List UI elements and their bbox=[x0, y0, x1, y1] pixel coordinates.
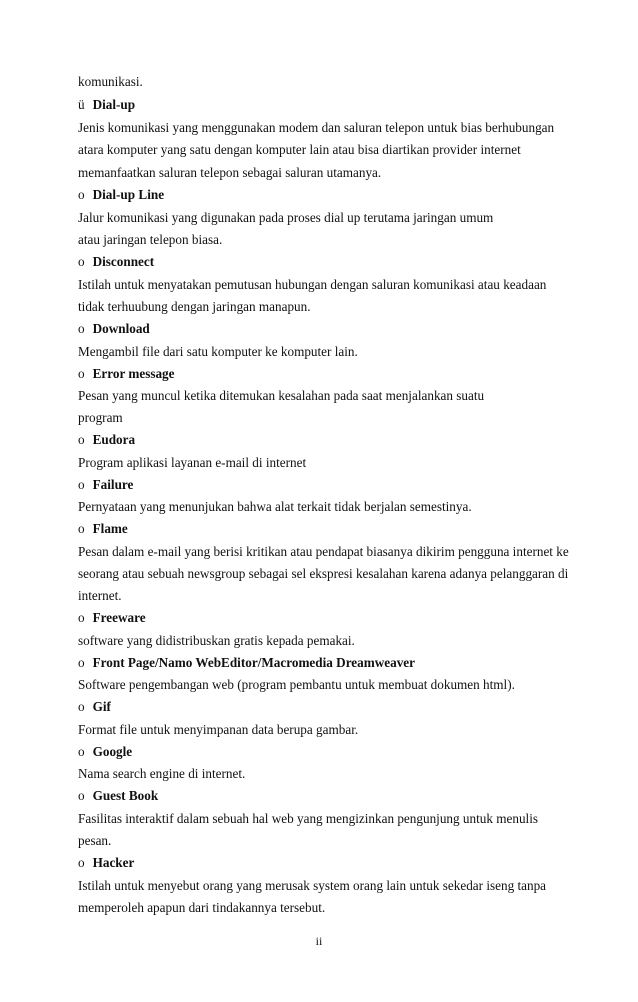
bullet-marker: o bbox=[78, 366, 85, 381]
body-text-line: tidak terhuubung dengan jaringan manapun. bbox=[78, 299, 311, 314]
glossary-term-line bbox=[78, 698, 558, 716]
body-text-line: Format file untuk menyimpanan data berupa gambar. bbox=[78, 722, 359, 737]
glossary-term: Eudora bbox=[92, 432, 136, 447]
glossary-term: Failure bbox=[92, 477, 134, 492]
body-text-line: Pernyataan yang menunjukan bahwa alat terkait tidak berjalan semestinya. bbox=[78, 499, 472, 514]
glossary-term-line bbox=[78, 365, 558, 383]
glossary-term: Dial-up Line bbox=[92, 187, 165, 202]
body-text-line: Pesan dalam e-mail yang berisi kritikan atau pendapat biasanya dikirim pengguna internet ke bbox=[78, 544, 569, 559]
bullet-marker: o bbox=[78, 610, 85, 625]
glossary-term: Gif bbox=[92, 699, 111, 714]
body-text-line: seorang atau sebuah newsgroup sebagai sel ekspresi kesalahan karena adanya pelanggaran di bbox=[78, 566, 569, 581]
body-text-line: Program aplikasi layanan e-mail di internet bbox=[78, 455, 307, 470]
glossary-term-line bbox=[78, 743, 558, 761]
bullet-marker: o bbox=[78, 321, 85, 336]
body-text-line: Istilah untuk menyebut orang yang merusak system orang lain untuk sekedar iseng tanpa bbox=[78, 878, 547, 893]
glossary-term-line bbox=[78, 431, 558, 449]
glossary-term: Error message bbox=[92, 366, 175, 381]
glossary-term: Dial-up bbox=[92, 97, 136, 112]
body-text-line: komunikasi. bbox=[78, 74, 143, 89]
body-text-line: atara komputer yang satu dengan komputer lain atau bisa diartikan provider internet bbox=[78, 142, 521, 157]
bullet-marker: o bbox=[78, 477, 85, 492]
body-text-line: memperoleh apapun dari tindakannya tersebut. bbox=[78, 900, 326, 915]
body-text-line: program bbox=[78, 410, 123, 425]
glossary-term: Guest Book bbox=[92, 788, 159, 803]
body-text-line: Nama search engine di internet. bbox=[78, 766, 246, 781]
page-number: ii bbox=[315, 934, 323, 948]
bullet-marker: o bbox=[78, 788, 85, 803]
glossary-term-line bbox=[78, 609, 558, 627]
glossary-term-line bbox=[78, 787, 558, 805]
body-text-line: internet. bbox=[78, 588, 122, 603]
glossary-term-line bbox=[78, 320, 558, 338]
body-text-line: software yang didistribuskan gratis kepada pemakai. bbox=[78, 633, 355, 648]
body-text-line: Software pengembangan web (program pembantu untuk membuat dokumen html). bbox=[78, 677, 515, 692]
glossary-term: Flame bbox=[92, 521, 128, 536]
body-text-line: atau jaringan telepon biasa. bbox=[78, 232, 223, 247]
glossary-term: Download bbox=[92, 321, 150, 336]
glossary-term: Hacker bbox=[92, 855, 135, 870]
body-text-line: Fasilitas interaktif dalam sebuah hal web yang mengizinkan pengunjung untuk menulis bbox=[78, 811, 538, 826]
body-text-line: Istilah untuk menyatakan pemutusan hubungan dengan saluran komunikasi atau keadaan bbox=[78, 277, 547, 292]
glossary-term-line bbox=[78, 476, 558, 494]
bullet-marker: o bbox=[78, 655, 85, 670]
glossary-term-line bbox=[78, 186, 558, 204]
bullet-marker: o bbox=[78, 744, 85, 759]
glossary-term-line bbox=[78, 854, 558, 872]
glossary-term-line bbox=[78, 520, 558, 538]
glossary-term-line bbox=[78, 654, 558, 672]
glossary-term: Front Page/Namo WebEditor/Macromedia Dreamweaver bbox=[92, 655, 416, 670]
glossary-term: Google bbox=[92, 744, 133, 759]
body-text-line: Jalur komunikasi yang digunakan pada proses dial up terutama jaringan umum bbox=[78, 210, 494, 225]
body-text-line: Pesan yang muncul ketika ditemukan kesalahan pada saat menjalankan suatu bbox=[78, 388, 485, 403]
glossary-term-line bbox=[78, 96, 558, 114]
bullet-marker: ü bbox=[78, 97, 85, 112]
body-text-line: Jenis komunikasi yang menggunakan modem dan saluran telepon untuk bias berhubungan bbox=[78, 120, 555, 135]
bullet-marker: o bbox=[78, 699, 85, 714]
glossary-term: Disconnect bbox=[92, 254, 155, 269]
body-text-line: pesan. bbox=[78, 833, 112, 848]
body-text-line: memanfaatkan saluran telepon sebagai saluran utamanya. bbox=[78, 165, 382, 180]
glossary-term-line bbox=[78, 253, 558, 271]
bullet-marker: o bbox=[78, 432, 85, 447]
bullet-marker: o bbox=[78, 521, 85, 536]
bullet-marker: o bbox=[78, 855, 85, 870]
glossary-term: Freeware bbox=[92, 610, 146, 625]
bullet-marker: o bbox=[78, 187, 85, 202]
bullet-marker: o bbox=[78, 254, 85, 269]
body-text-line: Mengambil file dari satu komputer ke komputer lain. bbox=[78, 344, 358, 359]
